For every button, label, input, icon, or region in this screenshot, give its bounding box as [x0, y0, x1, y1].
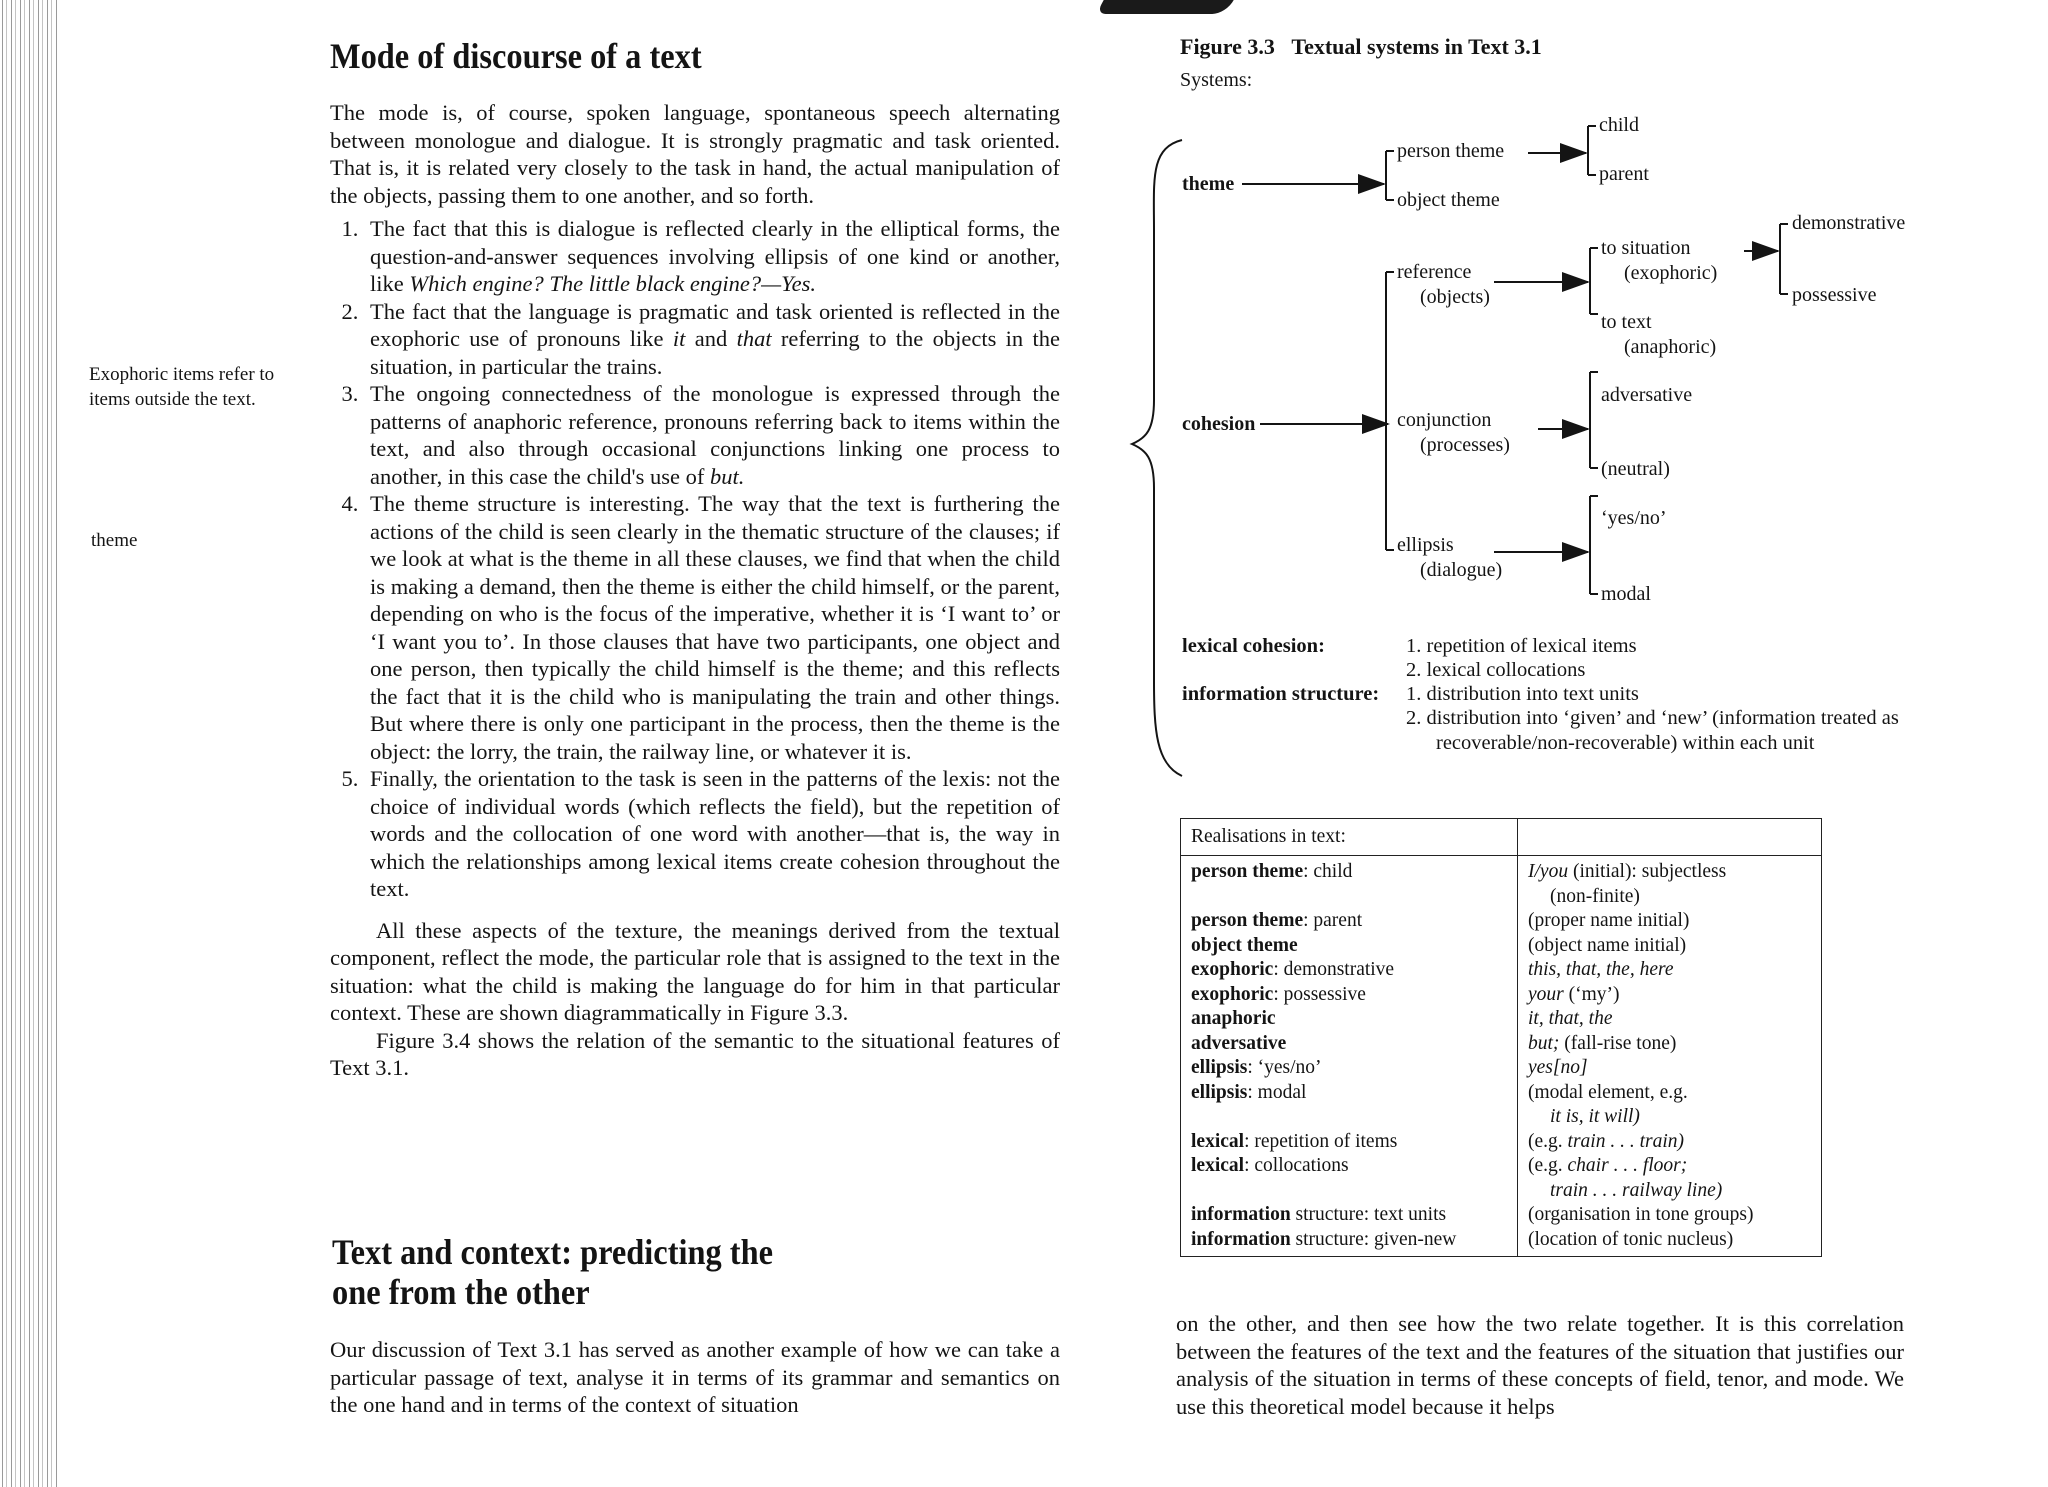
table-row: (non-finite) — [1550, 885, 1640, 907]
table-row: object theme — [1191, 934, 1298, 956]
info-item-1: 1. distribution into text units — [1406, 683, 1639, 705]
table-row: person theme: parent — [1191, 910, 1363, 931]
table-row: adversative — [1191, 1032, 1287, 1054]
table-row: information structure: given-new — [1191, 1228, 1457, 1250]
realisation-values — [1518, 856, 1822, 1257]
lexical-item-2: 2. lexical collocations — [1406, 659, 1586, 681]
table-row: (proper name initial) — [1528, 910, 1690, 931]
table-row: ellipsis: ‘yes/no’ — [1191, 1057, 1322, 1078]
list-item: 5. Finally, the orientation to the task is seen in the patterns of the lexis: not the choice of individual words (which reflects the field), but the repetition of words and the collocation of one word with another—that is, the way in which the relationships among lexical items create cohesion throughout the text. — [364, 765, 1060, 903]
node-person-theme: person theme — [1397, 140, 1505, 162]
node-possessive: possessive — [1792, 284, 1877, 306]
scan-gutter — [0, 0, 60, 1487]
lexical-cohesion-label: lexical cohesion: — [1182, 635, 1325, 657]
realisations-table — [1180, 818, 1822, 1257]
node-parent: parent — [1599, 163, 1649, 185]
table-row: (modal element, e.g. — [1528, 1081, 1688, 1103]
information-structure-label: information structure: — [1182, 683, 1380, 705]
table-header-empty — [1518, 819, 1822, 856]
node-modal: modal — [1601, 583, 1651, 605]
table-row: anaphoric — [1191, 1008, 1276, 1029]
list-item: 4. The theme structure is interesting. The way that the text is furthering the actions of the child is seen clearly in the thematic structure of the clauses; if we look at what is the theme in all these clauses, we find that when the child is making a demand, then the theme is either the child himself, or the parent, depending on who is the focus of the imperative, whether it is ‘I want to’ or ‘I want you to’. In those clauses that have two participants, one object and one person, then typically the child himself is the theme; and this reflects the fact that it is the child who is manipulating the train and other things. But where there is only one participant in the process, then the theme is the object: the lorry, the train, the railway line, or whatever it is. — [364, 490, 1060, 765]
intro-paragraph: The mode is, of course, spoken language, spontaneous speech alternating between monologue and dialogue. It is strongly pragmatic and task oriented. That is, it is related very closely to the task in hand, the actual manipulation of the objects, passing them to one another, and so forth. — [330, 100, 1060, 208]
node-to-situation-sub: (exophoric) — [1624, 262, 1718, 284]
right-page-paragraph: on the other, and then see how the two relate together. It is this correlation between the features of the text and the features of the situation that justifies our analysis of the situation in terms of these concepts of field, tenor, and mode. We use this theoretical model because it helps — [1176, 1311, 1904, 1419]
list-item: 3. The ongoing connectedness of the monologue is expressed through the patterns of anaphoric reference, pronouns referring back to items within the text, and also through occasional conjunctions linking one process to another, in this case the child's use of but. — [364, 380, 1060, 490]
node-to-text-sub: (anaphoric) — [1624, 336, 1717, 358]
discussion-paragraph: Our discussion of Text 3.1 has served as another example of how we can take a particular passage of text, analyse it in terms of its grammar and semantics on the one hand and in terms of the context of situation — [330, 1337, 1060, 1417]
node-object-theme: object theme — [1397, 189, 1500, 211]
node-ellipsis-sub: (dialogue) — [1420, 559, 1503, 581]
table-row: exophoric: demonstrative — [1191, 959, 1395, 980]
table-row: (location of tonic nucleus) — [1528, 1228, 1734, 1250]
node-to-situation: to situation — [1601, 237, 1691, 259]
table-row: I/you (initial): subjectless — [1528, 861, 1727, 882]
system-brace — [1132, 140, 1182, 776]
table-row: it, that, the — [1528, 1008, 1613, 1029]
list-item: 1. The fact that this is dialogue is reflected clearly in the elliptical forms, the question-and-answer sequences involving ellipsis of one kind or another, like Which engine? The little black engine?—Yes. — [364, 215, 1060, 298]
info-item-2: 2. distribution into ‘given’ and ‘new’ (information treated as recoverable/non-recoverable) within each unit — [1406, 707, 1899, 754]
node-conjunction-sub: (processes) — [1420, 434, 1510, 456]
table-row: but; (fall-rise tone) — [1528, 1032, 1677, 1054]
systems-label: Systems: — [1180, 69, 1253, 91]
node-adversative: adversative — [1601, 384, 1693, 406]
node-neutral: (neutral) — [1601, 458, 1670, 480]
table-row: (organisation in tone groups) — [1528, 1204, 1754, 1225]
texture-paragraph: All these aspects of the texture, the meanings derived from the textual component, reflect the mode, the particular role that is assigned to the text in the situation: what the child is making the language do for him in that particular context. These are shown diagrammatically in Figure 3.3. — [330, 917, 1060, 1025]
section-heading-mode: Mode of discourse of a text — [330, 36, 702, 76]
node-theme: theme — [1182, 173, 1235, 195]
node-demonstrative: demonstrative — [1792, 212, 1906, 234]
table-row: (e.g. chair . . . floor; — [1528, 1155, 1688, 1176]
table-row: (e.g. train . . . train) — [1528, 1130, 1684, 1152]
table-row: yes[no] — [1528, 1057, 1588, 1078]
scan-blot — [1096, 0, 1233, 14]
node-yes-no: ‘yes/no’ — [1601, 507, 1667, 529]
node-reference: reference — [1397, 261, 1472, 283]
list-item: 2. The fact that the language is pragmatic and task oriented is reflected in the exophoric use of pronouns like it and that referring to the objects in the situation, in particular the trains. — [364, 298, 1060, 381]
node-cohesion: cohesion — [1182, 413, 1256, 435]
table-row: lexical: repetition of items — [1191, 1130, 1398, 1152]
table-row: information structure: text units — [1191, 1204, 1447, 1225]
table-row: person theme: child — [1191, 861, 1353, 882]
table-row: your (‘my’) — [1528, 983, 1620, 1005]
node-child: child — [1599, 114, 1639, 136]
table-row: it is, it will) — [1550, 1106, 1640, 1127]
mode-points-list — [330, 215, 1060, 903]
node-to-text: to text — [1601, 311, 1652, 333]
node-reference-sub: (objects) — [1420, 286, 1490, 308]
table-row: ellipsis: modal — [1191, 1081, 1307, 1103]
node-ellipsis: ellipsis — [1397, 534, 1454, 556]
table-row: this, that, the, here — [1528, 959, 1674, 980]
margin-note-exophoric: Exophoric items refer to items outside the text. — [89, 364, 275, 410]
table-header: Realisations in text: — [1181, 819, 1518, 856]
lexical-item-1: 1. repetition of lexical items — [1406, 635, 1637, 657]
margin-note-theme: theme — [91, 530, 138, 551]
left-column — [330, 99, 1060, 1082]
table-row: exophoric: possessive — [1191, 983, 1366, 1005]
section-heading-context: Text and context: predicting the one from the other — [332, 1232, 773, 1312]
table-row: (object name initial) — [1528, 934, 1687, 956]
figure-ref-paragraph: Figure 3.4 shows the relation of the semantic to the situational features of Text 3.1. — [330, 1027, 1060, 1080]
realisation-keys — [1181, 856, 1518, 1257]
node-conjunction: conjunction — [1397, 409, 1492, 431]
table-row: lexical: collocations — [1191, 1155, 1349, 1176]
figure-caption: Figure 3.3 Textual systems in Text 3.1 — [1180, 34, 1542, 59]
table-row: train . . . railway line) — [1550, 1179, 1723, 1201]
